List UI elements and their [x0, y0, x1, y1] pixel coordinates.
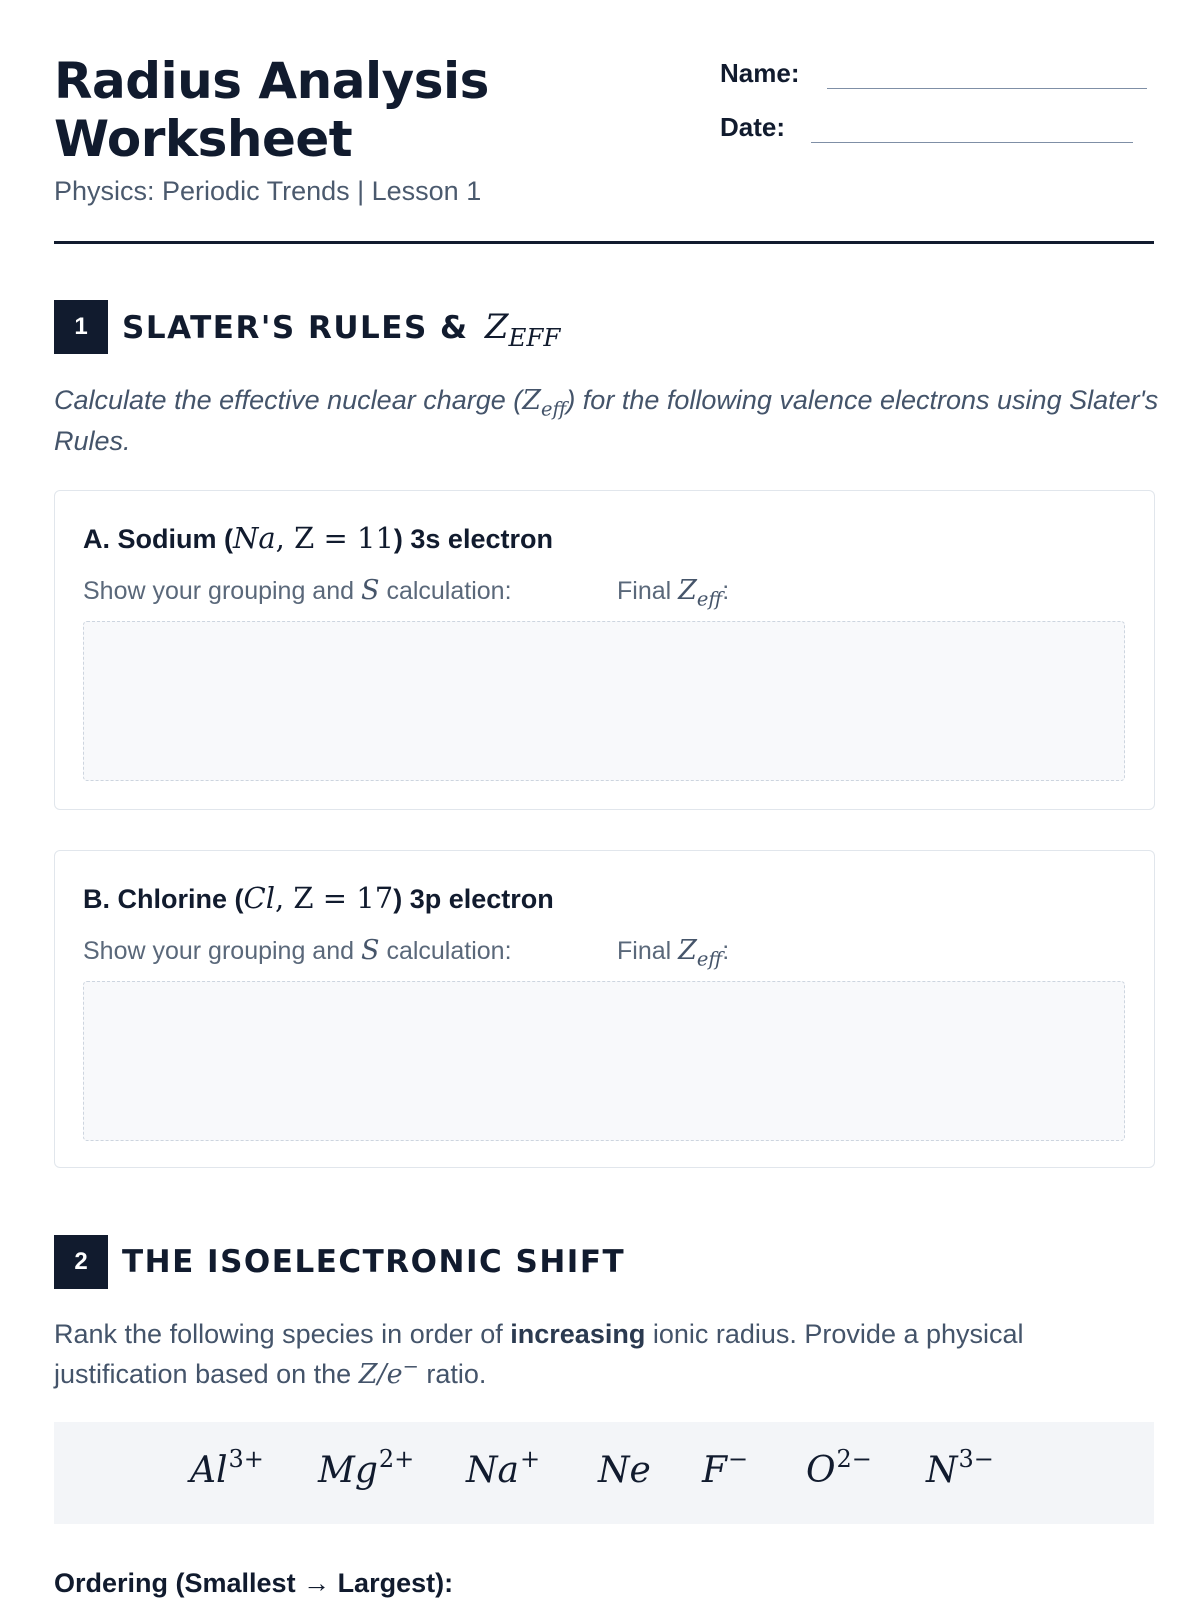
final-zeff-subscript: eff: [696, 947, 723, 971]
work-label-pre: Show your grouping and: [83, 577, 355, 605]
final-zeff-symbol: [678, 575, 723, 611]
species-item: [702, 1445, 749, 1491]
work-label-symbol: S: [360, 575, 380, 606]
species-item: [806, 1445, 872, 1491]
zeff-symbol-subscript: EFF: [508, 322, 561, 352]
work-label-post: calculation:: [386, 577, 512, 605]
date-label: Date:: [720, 112, 786, 142]
final-zeff-letter: Z: [678, 575, 697, 606]
species-item: [466, 1445, 541, 1491]
work-label-post: calculation:: [386, 937, 512, 965]
species-symbol: N: [926, 1450, 958, 1491]
answer-work-area[interactable]: [83, 621, 1125, 781]
date-input-line[interactable]: [811, 118, 1133, 143]
name-input-line[interactable]: [827, 64, 1147, 89]
instr2-post: ratio.: [426, 1359, 487, 1389]
species-symbol: Na: [466, 1450, 519, 1491]
atomic-number: , Z = 11: [275, 521, 394, 555]
species-symbol: Mg: [318, 1450, 378, 1491]
final-zeff-subscript: eff: [696, 587, 723, 611]
ratio-text: Z/e: [358, 1359, 403, 1390]
section-1-number: 1: [54, 300, 108, 354]
final-zeff-label: [617, 575, 730, 611]
final-zeff-label: [617, 935, 730, 971]
instructions-text-pre: Calculate the effective nuclear charge (: [54, 385, 523, 415]
work-label-pre: Show your grouping and: [83, 937, 355, 965]
species-symbol: Al: [190, 1450, 228, 1491]
section-1-title: [122, 307, 561, 352]
instr2-bold: increasing: [510, 1319, 646, 1349]
species-item: [190, 1445, 264, 1491]
species-charge: 2+: [378, 1445, 415, 1473]
problem-card-chlorine: [54, 850, 1155, 1168]
species-charge: 3+: [228, 1445, 264, 1473]
species-list: [54, 1422, 1154, 1524]
worksheet-title: Radius Analysis Worksheet: [54, 52, 489, 168]
instr2-pre: Rank the following species in order of: [54, 1319, 503, 1349]
final-label-post: :: [722, 937, 730, 965]
species-charge: +: [519, 1445, 541, 1473]
species-item: [318, 1445, 415, 1491]
section-2-title: THE ISOELECTRONIC SHIFT: [122, 1244, 626, 1280]
answer-work-area[interactable]: [83, 981, 1125, 1141]
species-symbol: Ne: [598, 1450, 651, 1491]
section-1-heading: [54, 300, 560, 354]
work-label-symbol: S: [360, 935, 380, 966]
instructions-text-post: ) for the following valence electrons using Slater's Rules.: [54, 385, 1159, 456]
species-symbol: O: [806, 1450, 836, 1491]
final-label-post: :: [722, 577, 730, 605]
section-1-title-text: SLATER'S RULES &: [122, 310, 469, 346]
worksheet-subtitle: Physics: Periodic Trends | Lesson 1: [54, 176, 482, 206]
ratio-expression: [358, 1355, 419, 1390]
problem-card-sodium: [54, 490, 1155, 810]
problem-prefix: B. Chlorine (: [83, 884, 244, 914]
final-zeff-letter: Z: [678, 935, 697, 966]
element-symbol: Cl: [243, 881, 275, 915]
name-field: [720, 58, 1147, 89]
species-item: [926, 1445, 994, 1491]
species-symbol: F: [702, 1450, 727, 1491]
final-label-pre: Final: [617, 577, 672, 605]
problem-suffix: ) 3p electron: [393, 884, 554, 914]
date-field: [720, 112, 1133, 143]
name-label: Name:: [720, 58, 800, 88]
section-2-instructions: [54, 1314, 1164, 1395]
species-charge: −: [727, 1445, 749, 1473]
problem-math: [233, 521, 394, 555]
section-2-heading: [54, 1235, 625, 1289]
section-1-instructions: [54, 380, 1164, 462]
problem-math: [244, 881, 394, 915]
instructions-zeff-subscript: eff: [541, 397, 567, 421]
element-symbol: Na: [233, 521, 276, 555]
work-label: [83, 575, 512, 606]
work-label: [83, 935, 512, 966]
final-label-pre: Final: [617, 937, 672, 965]
problem-title: [83, 881, 554, 915]
problem-title: [83, 521, 553, 555]
problem-prefix: A. Sodium (: [83, 524, 233, 554]
instructions-zeff-letter: Z: [522, 385, 542, 416]
species-item: [598, 1450, 652, 1491]
section-2-number: 2: [54, 1235, 108, 1289]
species-charge: 2−: [836, 1445, 872, 1473]
ratio-superscript: −: [402, 1355, 419, 1378]
header-divider: [54, 241, 1154, 244]
problem-suffix: ) 3s electron: [393, 524, 553, 554]
final-zeff-symbol: [678, 935, 723, 971]
species-charge: 3−: [958, 1445, 994, 1473]
atomic-number: , Z = 17: [274, 881, 394, 915]
zeff-symbol-letter: Z: [484, 307, 509, 347]
instr2-mid: ionic radius. Provide a physical justification based on the: [54, 1319, 1024, 1389]
instructions-zeff: [522, 385, 567, 421]
zeff-symbol: [484, 307, 561, 352]
ordering-label: Ordering (Smallest → Largest):: [54, 1568, 454, 1598]
